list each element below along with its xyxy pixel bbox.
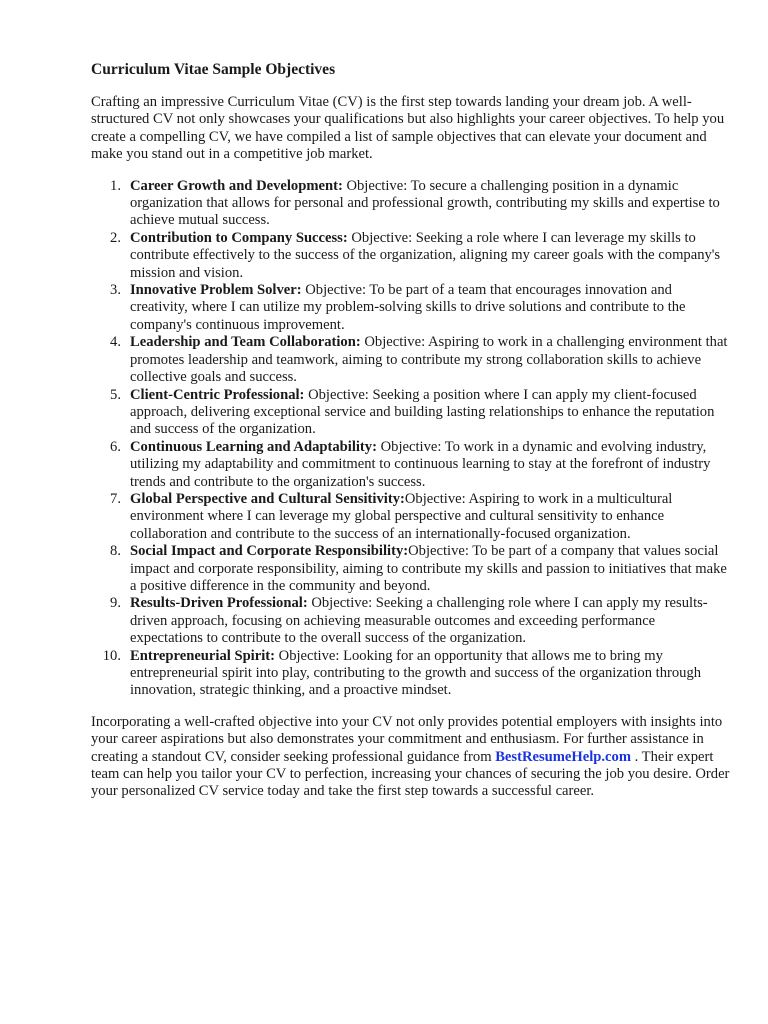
item-number: 4. xyxy=(110,334,121,351)
item-text: Objective: To work in a dynamic and evolving industry, utilizing my adaptability and commitment to continuous learning to stay at the forefront of industry trends and contribute to the organization's success. xyxy=(130,438,711,490)
item-number: 5. xyxy=(110,386,121,403)
item-text: Objective: To secure a challenging position in a dynamic organization that allows for personal and professional growth, contributing my skills and expertise to achieve mutual success. xyxy=(130,177,720,229)
list-item xyxy=(91,648,731,700)
item-number: 10. xyxy=(102,647,121,664)
item-title: Entrepreneurial Spirit: xyxy=(130,647,275,664)
item-number: 9. xyxy=(110,595,121,612)
item-title: Social Impact and Corporate Responsibility: xyxy=(130,543,409,560)
list-item xyxy=(91,282,731,334)
closing-text-after-link: . Their expert team can help you tailor your CV to perfection, increasing your chances of securing the job you desire. Order your personalized CV service today and take the first step towards a successful career. xyxy=(91,748,730,800)
list-item xyxy=(91,543,731,595)
item-title: Innovative Problem Solver: xyxy=(130,282,302,299)
list-item xyxy=(91,178,731,230)
list-item xyxy=(91,387,731,439)
closing-paragraph xyxy=(91,714,731,801)
item-text: Objective: Aspiring to work in a challenging environment that promotes leadership and teamwork, aiming to contribute my strong collaboration skills to achieve collective goals and success. xyxy=(130,334,728,386)
intro-paragraph: Crafting an impressive Curriculum Vitae (CV) is the first step towards landing your dream job. A well-structured CV not only showcases your qualifications but also highlights your career objectives. To help you create a compelling CV, we have compiled a list of sample objectives that can elevate your document and make you stand out in a competitive job market. xyxy=(91,94,725,163)
document-title: Curriculum Vitae Sample Objectives xyxy=(91,61,336,78)
document-page xyxy=(91,60,731,801)
item-title: Career Growth and Development: xyxy=(130,177,343,194)
item-title: Continuous Learning and Adaptability: xyxy=(130,438,377,455)
closing-text-before-link: Incorporating a well-crafted objective into your CV not only provides potential employers with insights into your career aspirations but also demonstrates your commitment and enthusiasm. For further assistance in creating a standout CV, consider seeking professional guidance from xyxy=(91,713,723,765)
item-text: Objective: Seeking a challenging role where I can apply my results-driven approach, focusing on achieving measurable outcomes and exceeding performance expectations to contribute to the overall success of the organization. xyxy=(130,595,708,647)
item-number: 3. xyxy=(110,282,121,299)
item-text: Objective: To be part of a team that encourages innovation and creativity, where I can utilize my problem-solving skills to drive solutions and contribute to the company's continuous improvement. xyxy=(130,282,686,333)
objectives-list xyxy=(91,178,731,700)
item-number: 6. xyxy=(110,438,121,455)
bestresumehelp-link[interactable]: BestResumeHelp.com xyxy=(495,748,631,765)
item-number: 2. xyxy=(110,229,121,246)
item-number: 8. xyxy=(110,543,121,560)
item-title: Leadership and Team Collaboration: xyxy=(130,334,361,351)
item-text: Objective: To be part of a company that values social impact and corporate responsibility, aiming to contribute my skills and passion to initiatives that make a positive difference in the community and beyond. xyxy=(130,543,727,594)
item-text: Objective: Looking for an opportunity that allows me to bring my entrepreneurial spirit into play, contributing to the growth and success of the organization through innovation, strategic thinking, and a proactive mindset. xyxy=(130,647,702,699)
item-text: Objective: Aspiring to work in a multicultural environment where I can leverage my global perspective and cultural sensitivity to enhance collaboration and contribute to the success of an internationally-focused organization. xyxy=(130,490,673,542)
item-text: Objective: Seeking a role where I can leverage my skills to contribute effectively to the success of the organization, aligning my career goals with the company's mission and vision. xyxy=(130,229,721,281)
item-number: 1. xyxy=(110,177,121,194)
list-item xyxy=(91,334,731,386)
list-item xyxy=(91,595,731,647)
item-title: Global Perspective and Cultural Sensitivity: xyxy=(130,490,405,507)
list-item xyxy=(91,439,731,491)
list-item xyxy=(91,491,731,543)
item-title: Contribution to Company Success: xyxy=(130,229,348,246)
item-text: Objective: Seeking a position where I can apply my client-focused approach, delivering exceptional service and building lasting relationships to enhance the reputation and success of the organization. xyxy=(130,386,715,438)
item-title: Results-Driven Professional: xyxy=(130,595,308,612)
list-item xyxy=(91,230,731,282)
item-title: Client-Centric Professional: xyxy=(130,386,305,403)
item-number: 7. xyxy=(110,490,121,507)
